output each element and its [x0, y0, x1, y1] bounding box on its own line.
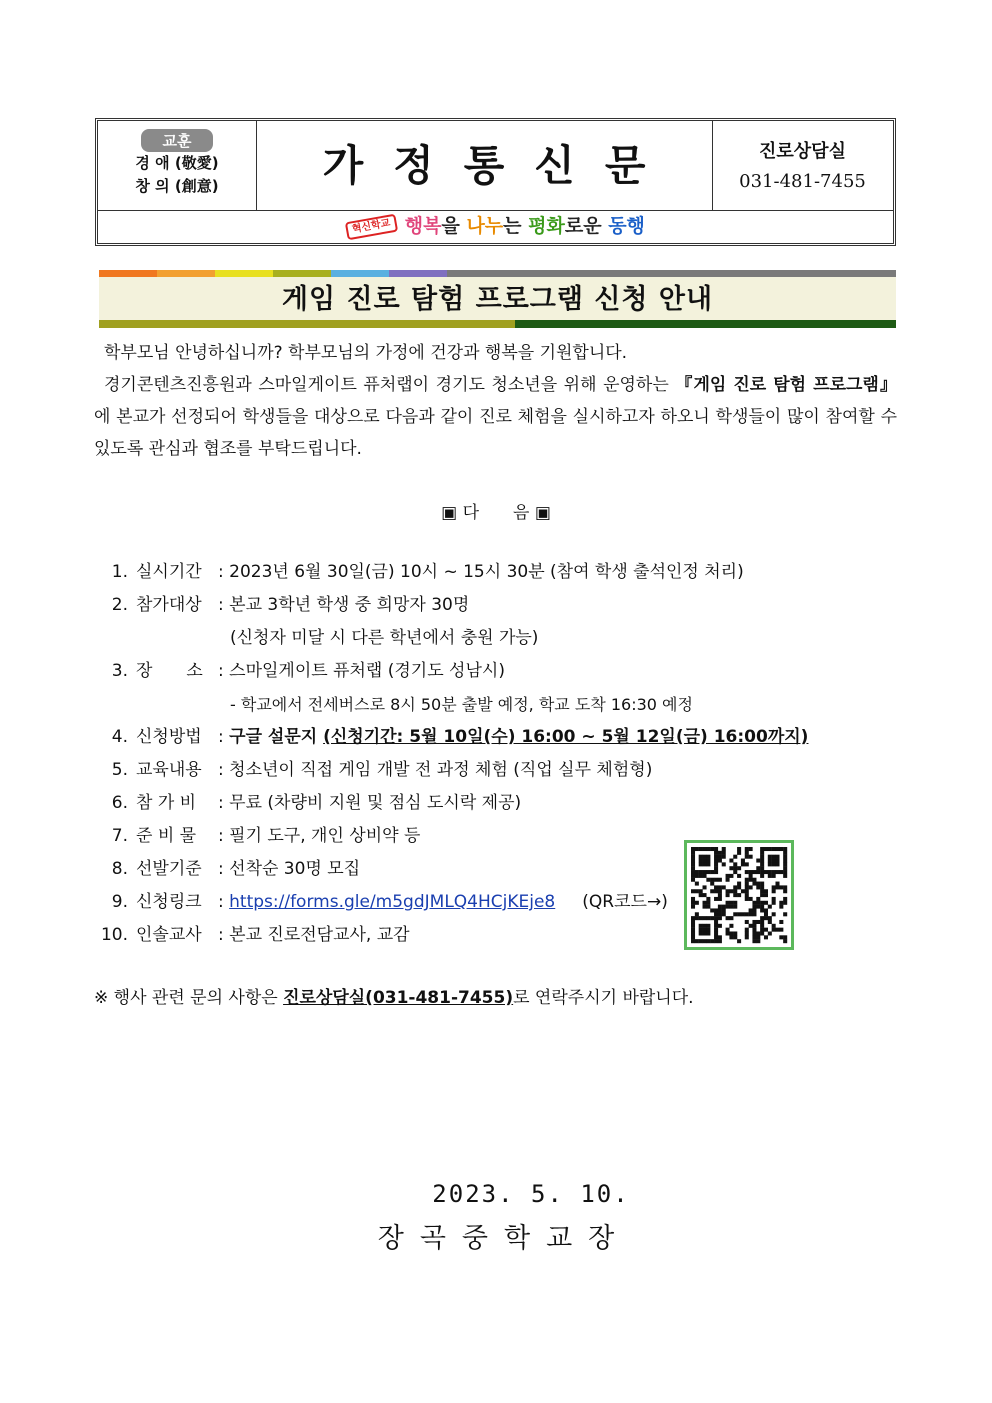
contact-prefix: ※ 행사 관련 문의 사항은 — [94, 988, 284, 1008]
slogan-segment: 는 — [503, 215, 529, 237]
list-item: 8. 선발기준 : 선착순 30명 모집 — [94, 853, 808, 886]
contact-office: 진로상담실(031-481-7455) — [283, 988, 514, 1008]
contact-suffix: 로 연락주시기 바랍니다. — [513, 988, 694, 1008]
item-label: 인솔교사 — [136, 925, 202, 945]
application-period: (신청기간: 5월 10일(수) 16:00 ~ 5월 12일(금) 16:00까지) — [323, 727, 809, 747]
intro-text-a: 경기콘텐츠진흥원과 스마일게이트 퓨처랩이 경기도 청소년을 위해 운영하는 — [104, 375, 676, 395]
application-link[interactable]: https://forms.gle/m5gdJMLQ4HCjKEje8 — [229, 892, 556, 912]
item-number: 8. — [111, 859, 128, 879]
item-number: 10. — [100, 925, 128, 945]
contact-note — [94, 984, 694, 1012]
list-item: 1. 실시기간 : 2023년 6월 30일(금) 10시 ~ 15시 30분 (참여 학생 출석인정 처리) — [94, 556, 808, 589]
banner-top-color-bar — [99, 270, 896, 277]
item-label: 장 소 — [136, 661, 203, 681]
item-number: 3. — [111, 661, 128, 681]
department-name: 진로상담실 — [759, 141, 846, 162]
header-box — [95, 118, 896, 246]
banner-bottom-color-bar — [99, 320, 896, 328]
item-number: 7. — [111, 826, 128, 846]
item-label: 참 가 비 — [136, 793, 197, 813]
item-value: 청소년이 직접 게임 개발 전 과정 체험 (직업 실무 체험형) — [229, 760, 653, 780]
school-motto — [98, 121, 257, 210]
color-bar-segment — [447, 270, 896, 277]
list-item: 3. 장 소 : 스마일게이트 퓨처랩 (경기도 성남시) — [94, 655, 808, 688]
principal-signature: 장곡중학교장 — [377, 1223, 631, 1254]
color-bar-segment — [389, 270, 447, 277]
slogan-segment: 로운 — [564, 215, 609, 237]
item-label: 선발기준 — [136, 859, 202, 879]
item-number: 9. — [111, 892, 128, 912]
innovation-school-stamp: 혁신학교 — [345, 213, 398, 240]
newsletter-title: 가정통신문 — [256, 121, 713, 210]
slogan-segment: 행복 — [404, 215, 442, 237]
list-item: 9. 신청링크 : https://forms.gle/m5gdJMLQ4HCjKEje8 (QR코드→) — [94, 886, 808, 919]
qr-code-icon[interactable] — [684, 840, 794, 950]
slogan-text — [405, 215, 645, 237]
program-name: 『게임 진로 탐험 프로그램』 — [675, 375, 897, 395]
item-value: 2023년 6월 30일(금) 10시 ~ 15시 30분 (참여 학생 출석인정 처리) — [229, 562, 744, 582]
qr-pointer-text: (QR코드→) — [582, 892, 668, 912]
color-bar-segment — [515, 320, 896, 328]
item-label: 준 비 물 — [136, 826, 197, 846]
item-value: 본교 진로전담교사, 교감 — [229, 925, 410, 945]
item-value: 필기 도구, 개인 상비약 등 — [229, 826, 421, 846]
qr-code-graphic — [687, 843, 791, 947]
item-label: 교육내용 — [136, 760, 202, 780]
color-bar-segment — [273, 270, 331, 277]
item-number: 5. — [111, 760, 128, 780]
motto-line-1: 경 애 (敬愛) — [135, 154, 219, 172]
color-bar-segment — [99, 320, 515, 328]
item-number: 2. — [111, 595, 128, 615]
intro-text-b: 에 본교가 선정되어 학생들을 대상으로 다음과 같이 진로 체험을 실시하고자 하오니 학생들이 많이 참여할 수 있도록 관심과 협조를 부탁드립니다. — [94, 407, 897, 459]
item-value-bold: 구글 설문지 — [229, 727, 324, 747]
item-label: 신청링크 — [136, 892, 202, 912]
school-slogan — [98, 210, 893, 243]
notice-title: 게임 진로 탐험 프로그램 신청 안내 — [99, 277, 896, 320]
department-contact — [712, 121, 893, 210]
item-number: 4. — [111, 727, 128, 747]
intro-body — [94, 369, 897, 465]
list-item: 7. 준 비 물 : 필기 도구, 개인 상비약 등 — [94, 820, 808, 853]
issue-date: 2023. 5. 10. — [432, 1180, 630, 1208]
motto-badge: 교훈 — [141, 129, 214, 152]
slogan-segment: 나누 — [466, 215, 504, 237]
header-top-row — [98, 121, 893, 211]
item-number: 1. — [111, 562, 128, 582]
list-item: 10. 인솔교사 : 본교 진로전담교사, 교감 — [94, 919, 808, 952]
slogan-segment: 동행 — [608, 215, 645, 237]
item-value: 스마일게이트 퓨처랩 (경기도 성남시) — [229, 661, 505, 681]
item-label: 신청방법 — [136, 727, 202, 747]
motto-line-2: 창 의 (創意) — [135, 177, 219, 195]
slogan-segment: 평화 — [528, 215, 565, 237]
greeting-line: 학부모님 안녕하십니까? 학부모님의 가정에 건강과 행복을 기원합니다. — [104, 343, 628, 363]
intro-paragraph — [94, 337, 897, 465]
item-value: 선착순 30명 모집 — [229, 859, 361, 879]
color-bar-segment — [157, 270, 215, 277]
item-label: 참가대상 — [136, 595, 202, 615]
item-value: 본교 3학년 학생 중 희망자 30명 — [229, 595, 470, 615]
color-bar-segment — [99, 270, 157, 277]
list-item: 5. 교육내용 : 청소년이 직접 게임 개발 전 과정 체험 (직업 실무 체험형) — [94, 754, 808, 787]
item-value: 무료 (차량비 지원 및 점심 도시락 제공) — [229, 793, 522, 813]
item-sub-note: - 학교에서 전세버스로 8시 50분 출발 예정, 학교 도착 16:30 예정 — [230, 695, 693, 714]
list-item: 2. 참가대상 : 본교 3학년 학생 중 희망자 30명 — [94, 589, 808, 622]
item-number: 6. — [111, 793, 128, 813]
department-phone: 031-481-7455 — [739, 171, 866, 192]
list-item: 4. 신청방법 : 구글 설문지 (신청기간: 5월 10일(수) 16:00 ~ 5월 12일(금) 16:00까지) — [94, 721, 808, 754]
item-sub-note: (신청자 미달 시 다른 학년에서 충원 가능) — [230, 628, 539, 648]
item-label: 실시기간 — [136, 562, 202, 582]
color-bar-segment — [215, 270, 273, 277]
slogan-segment: 을 — [441, 215, 467, 237]
notice-heading: ▣ 다 음 ▣ — [441, 503, 551, 523]
color-bar-segment — [331, 270, 389, 277]
list-item: 6. 참 가 비 : 무료 (차량비 지원 및 점심 도시락 제공) — [94, 787, 808, 820]
